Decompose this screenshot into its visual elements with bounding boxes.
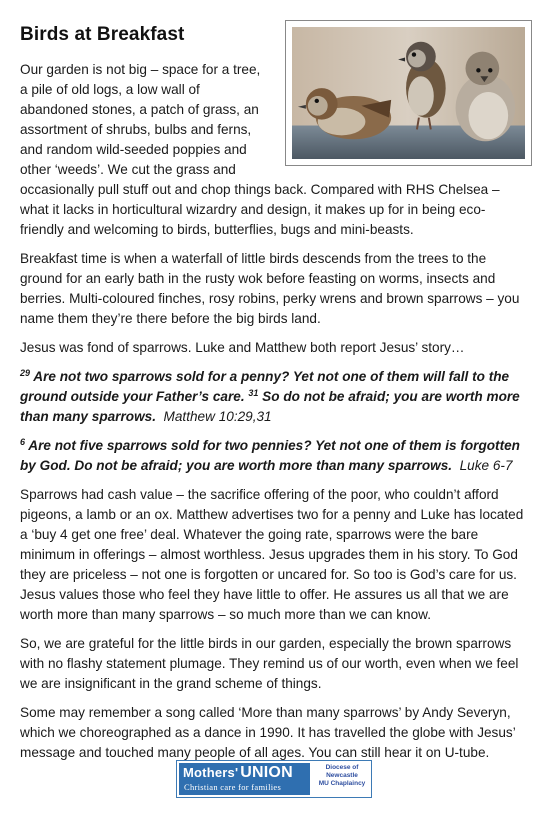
logo-word-mothers: Mothers' xyxy=(183,765,239,780)
photo-float-spacer xyxy=(266,60,528,178)
logo-wordmark xyxy=(183,764,293,782)
quote-text: Are not two sparrows sold for a penny? Yet not one of them will fall to the ground outside your Father’s care. xyxy=(20,369,510,404)
quote-text: Are not five sparrows sold for two pennies? Yet not one of them is forgotten by God. Do not be afraid; you are worth more than many sparrows. xyxy=(20,438,520,473)
chaplaincy-label: MU Chaplaincy xyxy=(318,780,366,787)
paragraph-garden: Our garden is not big – space for a tree, a pile of old logs, a low wall of abandoned stones, a patch of grass, an assortment of shrubs, bulbs and ferns, and random wild-seeded poppies and other ‘weeds’. We cut the grass and occasionally pull stuff out and chop things back. Compared with RHS Chelsea – what it lacks in horticultural wizardry and design, it makes up for in being eco-friendly and welcoming to birds, butterflies, bugs and mini-beasts. xyxy=(20,62,500,237)
diocese-line-2: Newcastle xyxy=(326,772,358,779)
paragraph-cash-value: Sparrows had cash value – the sacrifice offering of the poor, who couldn’t afford pigeons, a lamb or an ox. Matthew advertises two for a penny and Luke has located a ‘buy 4 get one free’ deal. Whatever the going rate, sparrows were the bare minimum in offerings – almost worthless. Jesus upgrades them in his story. To God they are priceless – not one is forgotten or uncared for. So too is God’s care for us. Jesus values those who feel they have little to offer. He assures us all that we are worth more than many sparrows – so much more than we can know. xyxy=(20,487,524,622)
quote-reference: Luke 6-7 xyxy=(459,458,513,473)
logo-brand-block xyxy=(179,763,310,795)
verse-number: 6 xyxy=(20,437,26,447)
paragraph-song: Some may remember a song called ‘More than many sparrows’ by Andy Severyn, which we choreographed as a dance in 1990. It has travelled the globe with Jesus’ message and touched many people of all ages. You can still hear it on U-tube. xyxy=(20,705,516,760)
verse-number: 29 xyxy=(20,368,31,378)
mothers-union-logo xyxy=(176,760,372,798)
logo-tagline: Christian care for families xyxy=(184,782,282,792)
paragraph-breakfast: Breakfast time is when a waterfall of little birds descends from the trees to the ground for an early bath in the rusty wok before feasting on worms, insects and berries. Multi-coloured finches, rosy robins, perky wrens and brown sparrows – you name them they’re there before the big birds land. xyxy=(20,251,520,326)
article-body xyxy=(20,60,528,772)
diocese-line-1: Diocese of xyxy=(325,764,359,771)
article-title: Birds at Breakfast xyxy=(20,24,185,45)
quote-luke xyxy=(20,436,528,476)
quote-reference: Matthew 10:29,31 xyxy=(163,409,272,424)
quote-text: So do not be afraid; you are worth more than many sparrows. xyxy=(20,389,520,424)
quote-matthew xyxy=(20,367,528,427)
verse-number: 31 xyxy=(248,388,259,398)
logo-word-union: UNION xyxy=(240,764,293,781)
logo-diocese xyxy=(315,764,369,788)
paragraph-jesus-sparrows: Jesus was fond of sparrows. Luke and Matthew both report Jesus’ story… xyxy=(20,340,465,355)
paragraph-grateful: So, we are grateful for the little birds in our garden, especially the brown sparrows with no flashy statement plumage. They remind us of our worth, even when we feel we are insignificant in the grand scheme of things. xyxy=(20,636,519,691)
